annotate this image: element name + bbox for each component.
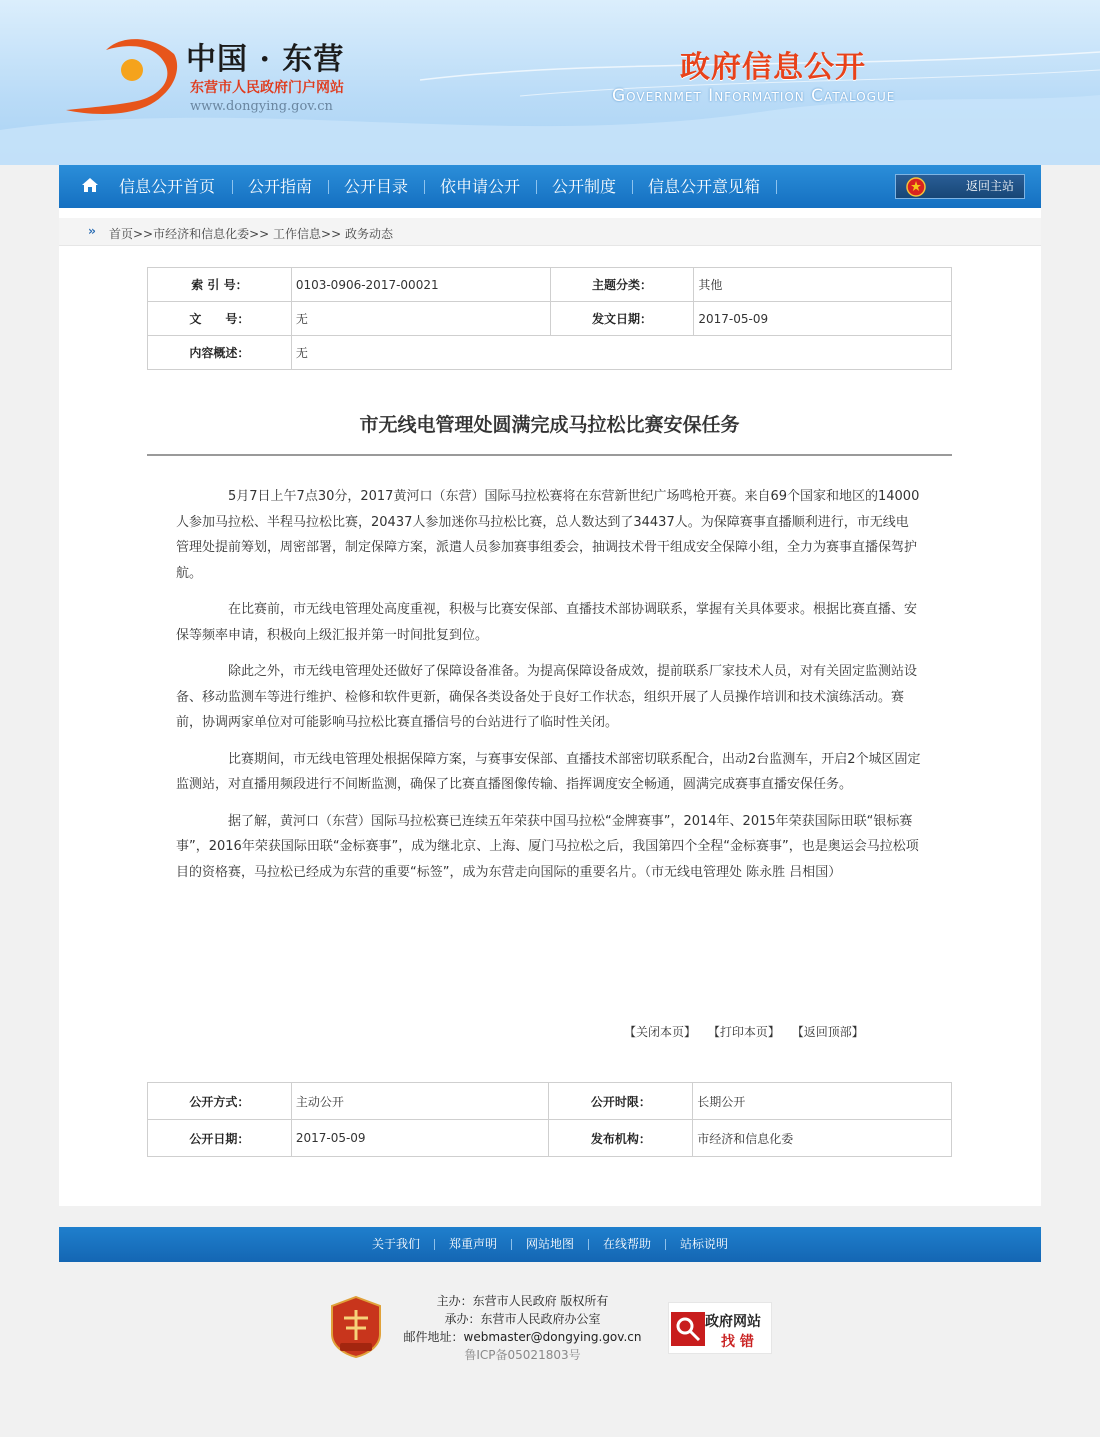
meta-index-number: 0103-0906-2017-00021 [291, 268, 550, 302]
pub-label: 公开日期： [148, 1120, 292, 1157]
back-to-main-label: 返回主站 [966, 179, 1015, 193]
meta-label: 主题分类： [550, 268, 694, 302]
table-row [148, 336, 952, 370]
chevron-right-icon: ›› [88, 224, 94, 238]
meta-doc-number: 无 [291, 302, 550, 336]
footer-link-logo-info[interactable]: 站标说明 [680, 1237, 729, 1251]
nav-item-guide[interactable]: 公开指南 [248, 177, 313, 196]
table-row [148, 1120, 952, 1157]
publication-info-table [147, 1082, 952, 1157]
table-row [148, 1083, 952, 1120]
meta-label: 内容概述： [148, 336, 292, 370]
article-actions [624, 1023, 872, 1040]
footer-icp[interactable]: 鲁ICP备05021803号 [464, 1348, 581, 1362]
section-title: 政府信息公开 [680, 50, 866, 85]
nav-item-rules[interactable]: 公开制度 [552, 177, 617, 196]
nav-item-apply[interactable]: 依申请公开 [440, 177, 521, 196]
report-error-badge[interactable] [668, 1302, 772, 1354]
footer-organizer: 承办：东营市人民政府办公室 [444, 1312, 601, 1326]
site-name: 中国 · 东营 [186, 42, 345, 77]
pub-label: 公开时限： [549, 1083, 693, 1120]
logo-swoosh-icon [62, 36, 182, 116]
article-paragraph: 在比赛前，市无线电管理处高度重视，积极与比赛安保部、直播技术部协调联系，掌握有关具体要求。根据比赛直播、安保等频率申请，积极向上级汇报并第一时间批复到位。 [176, 602, 918, 643]
pub-organization: 市经济和信息化委 [693, 1120, 952, 1157]
article-paragraph: 5月7日上午7点30分，2017黄河口（东营）国际马拉松赛将在东营新世纪广场鸣枪开赛。来自69个国家和地区的14000人参加马拉松、半程马拉松比赛，20437人参加迷你马拉松比赛，总人数达到了34437人。为保障赛事直播顺利进行，市无线电管理处提前筹划，周密部署，制定保障方案，派遣人员参加赛事组委会，抽调技术骨干组成安全保障小组，全力为赛事直播保驾护航。 [176, 489, 920, 581]
footer-info [390, 1292, 655, 1364]
footer-link-statement[interactable]: 郑重声明 [448, 1237, 497, 1251]
breadcrumb-text[interactable]: 首页>>市经济和信息化委>> 工作信息>> 政务动态 [109, 227, 393, 241]
pub-date: 2017-05-09 [291, 1120, 549, 1157]
site-url: www.dongying.gov.cn [190, 99, 333, 114]
nav-divider [632, 180, 633, 194]
nav-divider [536, 180, 537, 194]
party-badge-icon[interactable] [330, 1296, 382, 1358]
site-header [0, 0, 1100, 165]
meta-summary: 无 [291, 336, 951, 370]
nav-divider [424, 180, 425, 194]
meta-topic: 其他 [694, 268, 952, 302]
table-row [148, 302, 952, 336]
site-subtitle: 东营市人民政府门户网站 [190, 80, 344, 96]
footer-host: 主办：东营市人民政府 版权所有 [436, 1294, 609, 1308]
home-icon[interactable] [81, 177, 99, 193]
meta-issue-date: 2017-05-09 [694, 302, 952, 336]
pub-label: 公开方式： [148, 1083, 292, 1120]
pub-method: 主动公开 [291, 1083, 549, 1120]
nav-item-home[interactable]: 信息公开首页 [119, 177, 216, 196]
pub-period: 长期公开 [693, 1083, 952, 1120]
article-paragraph: 除此之外，市无线电管理处还做好了保障设备准备。为提高保障设备成效，提前联系厂家技术人员，对有关固定监测站设备、移动监测车等进行维护、检修和软件更新，确保各类设备处于良好工作状态，组织开展了人员操作培训和技术演练活动。赛前，协调两家单位对可能影响马拉松比赛直播信号的台站进行了临时性关闭。 [176, 664, 918, 730]
report-line-2: 找 错 [721, 1334, 754, 1350]
article-paragraph: 比赛期间，市无线电管理处根据保障方案，与赛事安保部、直播技术部密切联系配合，出动2台监测车，开启2个城区固定监测站，对直播用频段进行不间断监测，确保了比赛直播图像传输、指挥调度安全畅通，圆满完成赛事直播安保任务。 [176, 751, 921, 792]
print-page-link[interactable]: 【打印本页】 [707, 1025, 780, 1039]
title-divider [147, 454, 952, 456]
magnifier-icon [671, 1312, 705, 1346]
back-to-main-button[interactable] [895, 174, 1025, 199]
close-page-link[interactable]: 【关闭本页】 [624, 1025, 697, 1039]
nav-divider [328, 180, 329, 194]
article-paragraph: 据了解，黄河口（东营）国际马拉松赛已连续五年荣获中国马拉松“金牌赛事”，2014年、2015年荣获国际田联“银标赛事”，2016年荣获国际田联“金标赛事”，成为继北京、上海、厦门马拉松之后，我国第四个全程“金标赛事”，也是奥运会马拉松项目的资格赛，马拉松已经成为东营的重要“标签”，成为东营走向国际的重要名片。（市无线电管理处 陈永胜 吕相国） [176, 813, 919, 880]
document-meta-table [147, 267, 952, 370]
footer-link-help[interactable]: 在线帮助 [603, 1237, 652, 1251]
pub-label: 发布机构： [549, 1120, 693, 1157]
national-emblem-icon [906, 177, 926, 197]
nav-divider [232, 180, 233, 194]
content-area [59, 208, 1041, 1206]
breadcrumb [59, 218, 1041, 246]
footer-email: 邮件地址：webmaster@dongying.gov.cn [403, 1330, 642, 1344]
meta-label: 索 引 号： [148, 268, 292, 302]
article-body [176, 484, 921, 896]
footer-nav [59, 1227, 1041, 1262]
section-subtitle: Governmet Information Catalogue [612, 86, 896, 106]
footer-link-sitemap[interactable]: 网站地图 [525, 1237, 574, 1251]
main-nav [59, 165, 1041, 208]
nav-divider [776, 180, 777, 194]
article-title: 市无线电管理处圆满完成马拉松比赛安保任务 [359, 414, 740, 436]
meta-label: 发文日期： [550, 302, 694, 336]
meta-label: 文 号： [148, 302, 292, 336]
back-to-top-link[interactable]: 【返回顶部】 [791, 1025, 864, 1039]
table-row [148, 268, 952, 302]
footer-link-about[interactable]: 关于我们 [371, 1237, 420, 1251]
nav-item-feedback[interactable]: 信息公开意见箱 [648, 177, 761, 196]
report-line-1: 政府网站 [705, 1314, 761, 1330]
nav-item-catalog[interactable]: 公开目录 [344, 177, 409, 196]
